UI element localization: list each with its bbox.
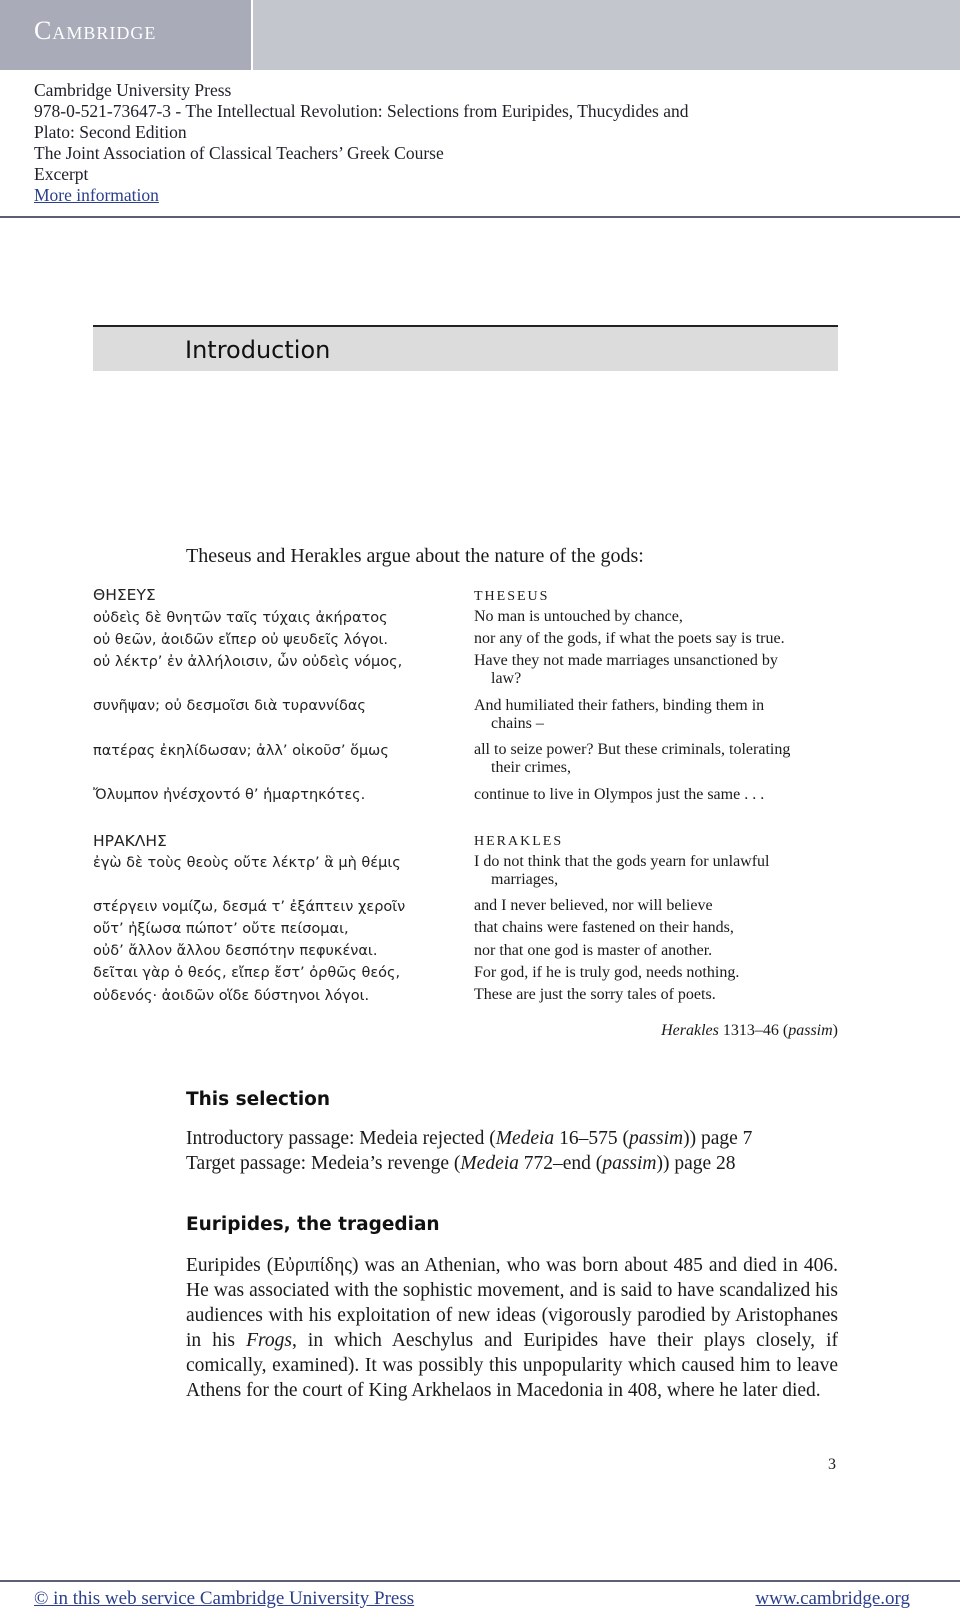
source-lines: 1313–46 ( xyxy=(718,1022,789,1039)
greek-line: ἐγὼ δὲ τοὺς θεοὺς οὔτε λέκτρ’ ἃ μὴ θέμις xyxy=(93,855,401,871)
translation-continuation: law? xyxy=(491,670,522,687)
publisher: Cambridge University Press xyxy=(34,80,232,100)
selection-heading: This selection xyxy=(186,1089,331,1110)
greek-line: δεῖται γὰρ ὁ θεός, εἴπερ ἔστ’ ὀρθῶς θεός, xyxy=(93,965,401,981)
translation-line: These are just the sorry tales of poets. xyxy=(474,986,716,1003)
translation-line xyxy=(474,652,778,688)
greek-line: οὐδενός· ἀοιδῶν οἵδε δύστηνοι λόγοι. xyxy=(93,988,370,1004)
body-paragraph xyxy=(186,1253,838,1403)
translation-continuation: marriages, xyxy=(491,871,559,888)
source-close: ) xyxy=(832,1022,838,1039)
page-number: 3 xyxy=(828,1456,836,1473)
chapter-title: Introduction xyxy=(185,336,331,364)
greek-line: στέργειν νομίζω, δεσμά τ’ ἐξάπτειν χεροῖν xyxy=(93,899,406,915)
translation-continuation: their crimes, xyxy=(491,759,571,776)
series-name: The Joint Association of Classical Teachers’ Greek Course xyxy=(34,143,444,163)
translation-line: that chains were fastened on their hands, xyxy=(474,919,734,936)
selection-note: passim xyxy=(602,1153,657,1174)
selection-line xyxy=(186,1153,736,1175)
footer-divider xyxy=(0,1580,960,1582)
translation-line: For god, if he is truly god, needs nothing. xyxy=(474,964,740,981)
cambridge-logo: Cambridge xyxy=(34,16,157,45)
translation-text: all to seize power? But these criminals, tolerating xyxy=(474,741,791,758)
selection-lines: 16–575 ( xyxy=(554,1128,629,1149)
translation-line: No man is untouched by chance, xyxy=(474,608,683,625)
more-information-link[interactable]: More information xyxy=(34,185,159,205)
passage-caption: Theseus and Herakles argue about the nature of the gods: xyxy=(186,545,644,567)
doc-type: Excerpt xyxy=(34,164,89,184)
translation-continuation: chains – xyxy=(491,715,544,732)
greek-line: πατέρας ἐκηλίδωσαν; ἀλλ’ οἰκοῦσ’ ὅμως xyxy=(93,743,389,759)
translation-line: nor that one god is master of another. xyxy=(474,942,713,959)
isbn-title: 978-0-521-73647-3 - The Intellectual Revolution: Selections from Euripides, Thucydides and xyxy=(34,101,689,121)
selection-text: Target passage: Medeia’s revenge ( xyxy=(186,1153,461,1174)
english-speaker-herakles: HERAKLES xyxy=(474,834,564,849)
greek-line: οὐδεὶς δὲ θνητῶν ταῖς τύχαις ἀκήρατος xyxy=(93,610,388,626)
translation-line: and I never believed, nor will believe xyxy=(474,897,713,914)
header-divider xyxy=(0,216,960,218)
translation-line xyxy=(474,741,790,777)
translation-text: And humiliated their fathers, binding them in xyxy=(474,697,765,714)
translation-line: nor any of the gods, if what the poets say is true. xyxy=(474,630,785,647)
brand-bar xyxy=(0,0,960,70)
paragraph-text: Euripides (Εὐριπίδης) was an Athenian, who was born about 485 and died in 406. He was associated with the sophistic movement, and is said to have scandalized his audiences with his exploitation of new ideas (vigorously parodied by Aristophanes in his xyxy=(186,1255,838,1351)
book-meta xyxy=(34,80,689,206)
greek-line: οὐ θεῶν, ἀοιδῶν εἴπερ οὐ ψευδεῖς λόγοι. xyxy=(93,632,389,648)
isbn-title-cont: Plato: Second Edition xyxy=(34,122,187,142)
translation-text: Have they not made marriages unsanctioned by xyxy=(474,652,778,669)
section-heading: Euripides, the tragedian xyxy=(186,1214,440,1235)
translation-line xyxy=(474,853,770,889)
selection-text: Introductory passage: Medeia rejected ( xyxy=(186,1128,496,1149)
selection-line xyxy=(186,1128,752,1150)
source-note: passim xyxy=(788,1022,833,1039)
greek-line: Ὄλυμπον ἠνέσχοντό θ’ ἡμαρτηκότες. xyxy=(93,787,366,803)
selection-work: Medeia xyxy=(495,1128,555,1149)
website-link[interactable]: www.cambridge.org xyxy=(755,1588,910,1609)
work-title: Frogs xyxy=(246,1330,292,1351)
greek-line: οὔτ’ ἠξίωσα πώποτ’ οὔτε πείσομαι, xyxy=(93,921,349,937)
passage-source xyxy=(661,1022,838,1040)
greek-line: οὐ λέκτρ’ ἐν ἀλλήλοισιν, ὧν οὐδεὶς νόμος, xyxy=(93,654,403,670)
greek-speaker-herakles: ΗΡΑΚΛΗΣ xyxy=(93,832,167,850)
translation-line xyxy=(474,697,764,733)
translation-line: continue to live in Olympos just the same . . . xyxy=(474,786,765,803)
chapter-heading-box xyxy=(93,325,838,371)
selection-page: )) page 28 xyxy=(656,1153,736,1174)
greek-speaker-theseus: ΘΗΣΕΥΣ xyxy=(93,586,156,604)
greek-line: συνῆψαν; οὐ δεσμοῖσι διὰ τυραννίδας xyxy=(93,698,366,714)
selection-lines: 772–end ( xyxy=(518,1153,603,1174)
copyright-link[interactable]: © in this web service Cambridge University Press xyxy=(34,1588,415,1609)
paragraph-text: , in which Aeschylus and Euripides have their plays closely, if comically, examined). It was possibly this unpopularity which caused him to leave Athens for the court of King Arkhelaos in Macedonia in 408, where he later died. xyxy=(186,1330,838,1401)
english-speaker-theseus: THESEUS xyxy=(474,589,550,604)
greek-line: οὐδ’ ἄλλον ἄλλου δεσπότην πεφυκέναι. xyxy=(93,943,378,959)
selection-page: )) page 7 xyxy=(683,1128,753,1149)
translation-text: I do not think that the gods yearn for unlawful xyxy=(474,853,770,870)
source-work: Herakles xyxy=(661,1022,719,1039)
brand-panel-right xyxy=(253,0,960,70)
selection-work: Medeia xyxy=(460,1153,519,1174)
selection-note: passim xyxy=(628,1128,684,1149)
